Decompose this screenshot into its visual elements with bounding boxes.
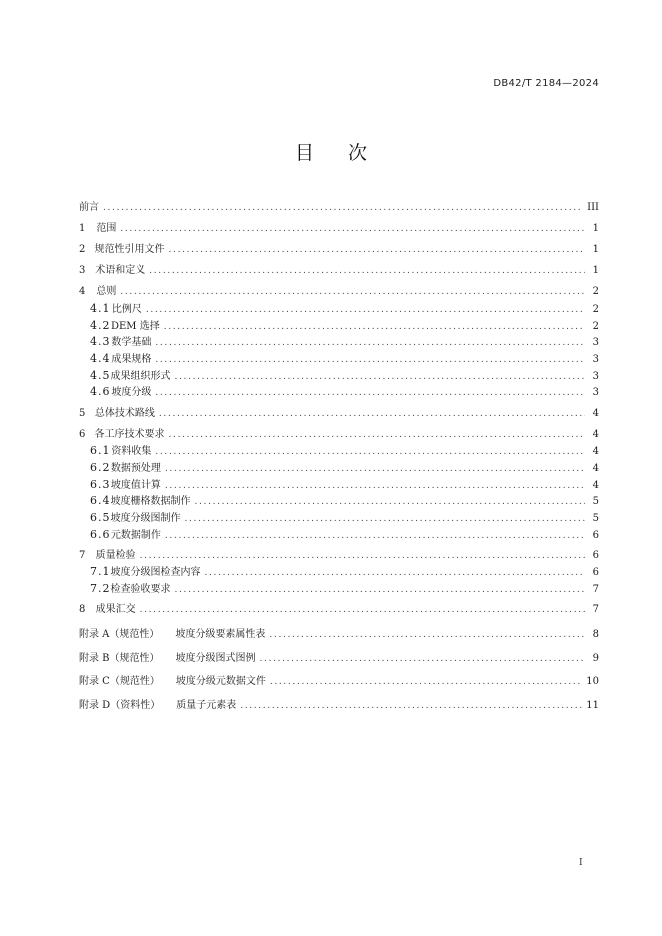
toc-leader-dots bbox=[149, 263, 585, 280]
toc-entry-number: 7.1 bbox=[90, 565, 111, 579]
toc-entry-label bbox=[96, 602, 136, 619]
toc-entry[interactable] bbox=[79, 351, 599, 368]
toc-entry-title: 比例尺 bbox=[111, 304, 142, 315]
toc-entry-title: 坡度分级图制作 bbox=[110, 513, 181, 525]
toc-leader-dots bbox=[165, 461, 585, 478]
toc-entry-page: 8 bbox=[592, 629, 599, 641]
page-title bbox=[0, 138, 662, 165]
toc-entry-number: 1 bbox=[79, 223, 86, 235]
toc-entry[interactable] bbox=[79, 527, 599, 544]
toc-entry-page: 3 bbox=[592, 370, 599, 382]
toc-entry-page: 6 bbox=[592, 567, 599, 579]
toc-entry-title: 坡度分级 bbox=[111, 387, 152, 399]
toc-entry-number: 7 bbox=[79, 549, 86, 561]
toc-entry-page: 10 bbox=[586, 676, 599, 688]
standard-code: DB42/T 2184—2024 bbox=[493, 78, 599, 89]
toc-entry-title: 成果规格 bbox=[111, 354, 152, 366]
toc-leader-dots bbox=[146, 302, 585, 319]
toc-entry-label bbox=[111, 528, 161, 545]
toc-entry-number: 7.2 bbox=[90, 582, 111, 596]
toc-entry-page: 3 bbox=[592, 337, 599, 349]
toc-entry-label bbox=[111, 478, 161, 495]
toc-entry[interactable] bbox=[79, 284, 599, 301]
toc-entry-page: III bbox=[587, 202, 599, 213]
toc-entry-page: 5 bbox=[592, 496, 599, 508]
toc-leader-dots bbox=[169, 427, 585, 444]
toc-leader-dots bbox=[103, 200, 583, 217]
toc-entry-page: 4 bbox=[592, 407, 599, 419]
toc-entry-subtitle: 质量子元素表 bbox=[176, 699, 237, 711]
toc-entry-number: 4.4 bbox=[90, 352, 111, 366]
toc-entry-page: 4 bbox=[592, 462, 599, 474]
toc-entry-page: 11 bbox=[586, 699, 599, 711]
toc-entry[interactable] bbox=[79, 510, 599, 527]
toc-entry[interactable] bbox=[79, 384, 599, 401]
toc-entry-subtitle: 坡度分级要素属性表 bbox=[175, 629, 266, 641]
toc-entry-subtitle: 坡度分级元数据文件 bbox=[175, 676, 266, 688]
toc-leader-dots bbox=[155, 335, 585, 352]
toc-entry[interactable] bbox=[79, 318, 599, 335]
title-char-1: 目 bbox=[294, 142, 314, 164]
toc-entry[interactable] bbox=[79, 548, 599, 565]
toc-entry-label bbox=[96, 548, 136, 565]
toc-entry[interactable] bbox=[79, 301, 599, 318]
toc-entry-page: 1 bbox=[592, 265, 599, 277]
toc-entry-number: 6.2 bbox=[90, 460, 111, 474]
toc-leader-dots bbox=[175, 369, 586, 386]
toc-entry-label bbox=[79, 647, 256, 670]
toc-entry-title: 规范性引用文件 bbox=[94, 244, 165, 256]
toc-entry-label bbox=[111, 461, 161, 478]
toc-entry-number: 3 bbox=[79, 265, 86, 277]
toc-entry-page: 7 bbox=[592, 584, 599, 596]
toc-entry-page: 4 bbox=[592, 446, 599, 458]
toc-entry-title: 总则 bbox=[96, 286, 117, 298]
toc-entry-number: 6 bbox=[79, 428, 86, 440]
toc-entry[interactable] bbox=[79, 493, 599, 510]
toc-entry-title: 成果组织形式 bbox=[110, 370, 171, 382]
toc-entry-title: DEM 选择 bbox=[110, 320, 160, 332]
toc-entry-title: 总体技术路线 bbox=[94, 407, 155, 419]
toc-entry[interactable] bbox=[79, 443, 599, 460]
toc-entry-page: 9 bbox=[592, 652, 599, 664]
toc-leader-dots bbox=[120, 221, 585, 238]
title-char-2: 次 bbox=[348, 142, 368, 164]
toc-entry-page: 7 bbox=[592, 604, 599, 616]
toc-leader-dots bbox=[195, 494, 586, 511]
toc-leader-dots bbox=[155, 352, 585, 369]
toc-entry-label bbox=[111, 335, 151, 352]
toc-entry[interactable] bbox=[79, 623, 599, 646]
toc-entry-label bbox=[79, 623, 265, 646]
toc-entry-number: 4.1 bbox=[90, 302, 111, 315]
toc-entry-number: 4.2 bbox=[90, 318, 111, 332]
toc-entry-title: 附录 D（资料性） bbox=[79, 699, 161, 711]
toc-leader-dots bbox=[140, 602, 585, 619]
toc-entry[interactable] bbox=[79, 564, 599, 581]
toc-entry-label bbox=[96, 221, 116, 238]
toc-entry-page: 1 bbox=[592, 244, 599, 256]
toc-entry-label bbox=[111, 369, 171, 386]
toc-entry-label bbox=[95, 427, 165, 444]
toc-entry-page: 2 bbox=[592, 304, 599, 315]
toc-leader-dots bbox=[185, 511, 586, 528]
toc-entry[interactable] bbox=[79, 602, 599, 619]
toc-entry-page: 1 bbox=[592, 223, 599, 235]
toc-entry-label bbox=[111, 582, 171, 599]
toc-leader-dots bbox=[169, 242, 585, 259]
toc-entry-number: 4.6 bbox=[90, 385, 111, 399]
toc-entry-number: 4.3 bbox=[90, 335, 111, 349]
toc-entry-label bbox=[111, 385, 151, 402]
table-of-contents bbox=[79, 200, 599, 717]
toc-entry-label bbox=[111, 494, 191, 511]
toc-entry-label bbox=[111, 319, 160, 336]
toc-entry-title: 成果汇交 bbox=[95, 604, 136, 616]
toc-entry-page: 3 bbox=[592, 387, 599, 399]
toc-entry-number: 2 bbox=[79, 244, 86, 256]
toc-entry-title: 数学基础 bbox=[111, 337, 152, 349]
toc-entry-title: 坡度栅格数据制作 bbox=[110, 496, 191, 508]
toc-entry-label bbox=[111, 352, 151, 369]
toc-entry-title: 质量检验 bbox=[95, 549, 136, 561]
toc-entry-title: 附录 A（规范性） bbox=[79, 629, 160, 641]
toc-entry-title: 附录 B（规范性） bbox=[79, 652, 160, 664]
toc-leader-dots bbox=[140, 548, 585, 565]
toc-entry-page: 4 bbox=[592, 479, 599, 491]
toc-entry-page: 6 bbox=[592, 529, 599, 541]
toc-entry-page: 2 bbox=[592, 320, 599, 332]
toc-entry-page: 6 bbox=[592, 549, 599, 561]
toc-entry[interactable] bbox=[79, 694, 599, 717]
toc-leader-dots bbox=[165, 478, 585, 495]
toc-entry-subtitle: 坡度分级图式图例 bbox=[175, 652, 256, 664]
toc-entry-title: 范围 bbox=[96, 223, 117, 235]
toc-entry-number: 6.6 bbox=[90, 527, 111, 541]
toc-entry-number: 6.1 bbox=[90, 444, 111, 458]
toc-leader-dots bbox=[165, 528, 585, 545]
toc-entry[interactable] bbox=[79, 581, 599, 598]
toc-entry-label bbox=[79, 670, 266, 693]
toc-entry[interactable] bbox=[79, 368, 599, 385]
toc-entry[interactable] bbox=[79, 242, 599, 259]
toc-entry[interactable] bbox=[79, 670, 599, 693]
toc-entry-title: 前言 bbox=[79, 202, 99, 213]
toc-entry-title: 数据预处理 bbox=[110, 462, 161, 474]
toc-entry-label bbox=[96, 284, 116, 301]
toc-entry[interactable] bbox=[79, 477, 599, 494]
toc-leader-dots bbox=[205, 565, 586, 582]
toc-entry[interactable] bbox=[79, 263, 599, 280]
toc-entry[interactable] bbox=[79, 221, 599, 238]
toc-leader-dots bbox=[260, 648, 585, 671]
toc-entry-label bbox=[111, 444, 151, 461]
toc-entry-label bbox=[79, 200, 99, 217]
toc-entry[interactable] bbox=[79, 647, 599, 670]
toc-entry[interactable] bbox=[79, 427, 599, 444]
toc-entry-number: 6.3 bbox=[90, 477, 111, 491]
toc-entry-title: 术语和定义 bbox=[95, 265, 146, 277]
toc-entry-page: 2 bbox=[592, 286, 599, 298]
toc-entry-number: 6.5 bbox=[90, 511, 111, 525]
toc-entry-label bbox=[112, 302, 142, 319]
toc-entry-page: 5 bbox=[592, 513, 599, 525]
toc-leader-dots bbox=[270, 671, 582, 694]
toc-leader-dots bbox=[240, 695, 582, 718]
toc-entry-label bbox=[79, 694, 236, 717]
toc-entry[interactable] bbox=[79, 406, 599, 423]
toc-entry[interactable] bbox=[79, 334, 599, 351]
toc-leader-dots bbox=[269, 624, 585, 647]
toc-entry[interactable] bbox=[79, 200, 599, 217]
toc-entry[interactable] bbox=[79, 460, 599, 477]
toc-entry-label bbox=[95, 406, 155, 423]
page-number: I bbox=[579, 858, 583, 868]
toc-entry-title: 坡度值计算 bbox=[110, 479, 161, 491]
toc-leader-dots bbox=[175, 582, 586, 599]
toc-entry-title: 各工序技术要求 bbox=[94, 428, 165, 440]
toc-leader-dots bbox=[155, 444, 585, 461]
toc-leader-dots bbox=[155, 385, 585, 402]
toc-entry-label bbox=[95, 263, 145, 280]
toc-entry-title: 检查验收要求 bbox=[110, 584, 171, 596]
toc-leader-dots bbox=[159, 406, 585, 423]
toc-entry-page: 3 bbox=[592, 354, 599, 366]
toc-entry-label bbox=[95, 242, 165, 259]
toc-entry-title: 资料收集 bbox=[111, 446, 152, 458]
toc-entry-title: 元数据制作 bbox=[110, 529, 161, 541]
toc-entry-number: 4 bbox=[79, 286, 86, 298]
toc-entry-title: 附录 C（规范性） bbox=[79, 676, 160, 688]
toc-leader-dots bbox=[120, 284, 585, 301]
toc-entry-label bbox=[111, 565, 201, 582]
toc-entry-number: 4.5 bbox=[90, 368, 111, 382]
toc-entry-label bbox=[111, 511, 181, 528]
toc-entry-number: 5 bbox=[79, 407, 86, 419]
toc-entry-title: 坡度分级图检查内容 bbox=[110, 567, 201, 579]
toc-entry-number: 6.4 bbox=[90, 494, 111, 508]
toc-leader-dots bbox=[164, 319, 585, 336]
toc-entry-number: 8 bbox=[79, 604, 86, 616]
toc-entry-page: 4 bbox=[592, 428, 599, 440]
